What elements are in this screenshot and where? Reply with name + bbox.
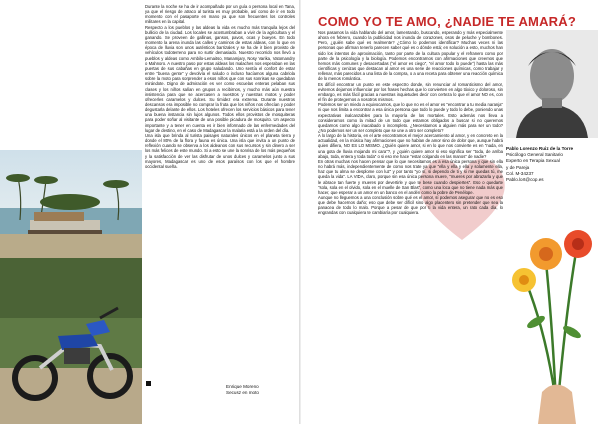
photo-column [0,0,142,424]
flower-bouquet-image [506,202,600,424]
credit-line: Col. M-34237 [506,170,534,176]
beach-boat-photo [0,150,142,260]
page-gutter [299,0,301,424]
right-paragraph: Podemos ser un miedo a equivocarnos, que lo que no es el amor es "encontrar a tu media naranja" ni que nos limita a encontrar a esa única persona que todo lo puede y todo lo debe, poniendo unas expectativas inalcanzables para la mayoría de los mortales. Esto además nos lleva a considerarnos como la mitad de un todo que estamos obligados a buscar si no queremos quedarnos como algo inacabado o incompleto. ¿Necesitamos a alguien más para ser un todo? ¿No podemos ser un ser completo que se une a otro ser completo? [318,102,503,133]
article-title: COMO YO TE AMO, ¿NADIE TE AMARÁ? [318,14,576,29]
left-paragraph: Respecto a los pueblos y las aldeas la vida es mucho más tranquila lejos del bullicio de la ciudad. Los locales se acostumbraban a vivir de la agricultura y el ganando. Se proveen de gallinas, gansos, pavos, ocas y bueyes. En todo momento la arena inunda las calles y caminos de estas aldeas, con lo que en época de lluvia son unos auténticos barrizales y se ha de ir bien provisto de vehículos todoterreno para no surtir demasiado. Nuestro recorrido nos llevó a pueblos y aldeas como Ambilo-Lemaitso, Manamjary, Nosy Varika, Vatomandry o Mahnoro. A nuestro paso por estas aldeas los malaches nos esperaban en las puertas de sus cabañas en grupo saludando. Uno sentía el confort de estar entre "buena gente" y devolvía el saludo o incluso hacíamos alguna cabriola sobre la moto para sorprender a esos niños que con sus sonrisas se quedaban mirándote. Digno de admiración es ver como escuelas enteras pelaban sus clases y los niños salían en grupos a recibirnos, y mucho más aún nuestra insistencia para que se acercasen a nuestros y nuestras motos y poder ofrecerles caramelos y dulces. Su timidez era extrema. Durante nuestros descansos era imposible no comprar la fruta que los niños nos ofrecían y poder degustarla delante de ellos. Los hoteles ofrecen los servicios básicos para tener una buena instancia sin lujos algunos. Todos ellos provistos de mosquiteras para poder soñar al visitante de una posible picadura de mosquito. Un aspecto importante y a tener en cuenta es ir bien informado de las enfermedades del lugar de destino, en el caso de Madagascar la malaria está a la orden del día. [145,24,295,133]
left-author-signature [226,384,296,396]
right-paragraph: En otras muchas nos hacen pensar que lo que necesitamos es a esa única persona y que sin ella no habrá más, independientemente de como nos trate ya que "ella y ella y ella y solamente ella, haz que tu alma se desplome con luz" y por tanto "yo sí, si dependo de ti y si me quedas tú, me queda la vida". LA VIDA, claro, porque sin esa única persona muere, "mueres por abrazarla y que le abrace tan fuerte y mueres por devertirle y que te bese cuando despiertes". Eso o quedarte "sola, sola en el olvido, sola en el muelle de San Blas", como una loca que no tiene nada más que hacer, que esperar a un amor en un banco en el andén como la pobre de Penélope. [318,158,503,195]
left-paragraph: Una isla que brinda al turista paisajes naturales únicos en el planeta tierra y donde el 80% de la flora y fauna es única. Una isla que invita a un punto de reflexión cuando se observa a los aldeanos con sus recursos y sin dinero a ser los más felices de este mundo. Si a esto se une la sonrisa de los más pequeños y la satisfacción de ver las disfrutar de unos dulces y caramelos junto a sus mayores, Madagascar es uno de esos paraísos con los que el hombre occidental sueña. [145,132,295,169]
credit-line: Psicólogo General Sanitario [506,152,563,158]
right-paragraph: Aunque no lleguemos a una conclusión sobre qué es el amor, sí podemos asegurar que no es eso que debe hacernos daño; eso que debe ser difícil sino algo placentero sin pretender que sea la panacea de todo lo malo. Porque a pesar de que por ti la vida entera, un rato cada día, lo engrandas con cualquiera te cambiaría por cualquiera. [318,195,503,216]
credit-line: Experto en Terapia Sexual [506,158,560,164]
credit-line-name: Pablo Lorenzo Ruiz de la Torre [506,146,574,151]
credit-email[interactable]: Pablo.lort@cop.es [506,177,544,183]
right-article-text [318,30,503,395]
credit-line: y de Pareja [506,164,530,170]
right-paragraph: A lo largo de la historia, en el arte encontramos el mejor acercamiento al amor, y en concreto en la actualidad, en la música hay afirmaciones que no hablan de amor sino de dolor que, aunque habrá quien difiera, NO ES LO MISMO. ¿Quién quiere amor, si en lo que nos convierte es en "nada, en una gota de lluvia mojando mi cara"?, y ¿quién quiere amor si eso significa ser "toda, de arriba abajo, toda, entera y toda toda" o si eso me hace "estar colgando en las manos" de nadie? [318,133,503,159]
right-paragraph: Nos pasamos la vida hablando del amor, lamentando, buscando, esperando y más especialmente ahora en febrero, cuando la publicidad nos inunda de corazones, osos de peluche y bombones. Pero, ¿quién sabe qué es realmente? ¿Cómo lo podemos identificar? Muchas veces ni las personas que afirman tenerlo parecen saber qué es o dónde está; en solución a esto, muchos han sido los intentos de aproximación, tanto por parte de la cultura popular y el refranero como por parte de la psicología y la biología. Podemos encontrarnos con afirmaciones que creemos que hemos más comunes y desacertadas ("el amor es ciego", "el amor todo lo puede") hasta las más científicas y cenizas que destacan al amor es una serie de reacciones químicas, como trabajar y rellenar, más parecidos a una lista de la compra, o a una receta para obtener una reacción química de lo menos romántica. [318,30,503,82]
author-name: Enrique Moreno [226,384,259,389]
right-paragraph: Es difícil encontrar un punto en este espectro donde, sin renunciar al romanticismo del amor, evitemos dejarnos influenciar por los frases hechas que lo convierten en algo tóxico y doloroso, sin embargo, es más fácil gracias a nuestras inquietudes decir con certeza lo que el amor NO es, con el fin de protegernos a nosotros mismos. [318,81,503,103]
left-paragraph: Durante la noche se ha de ir acompañado por un guía o persona local en Tana, ya que el riesgo de atraco al turista es muy probable, así como de ir en todo momento con el pasaporte en mano ya que son frecuentes los controles militares en la capital. [145,4,295,25]
author-role: Secusz en moto [226,390,259,395]
author-credits [506,146,598,183]
motorcycle-photo [0,258,142,424]
left-article-text [145,4,295,384]
end-mark [146,381,151,386]
author-portrait [506,30,598,138]
